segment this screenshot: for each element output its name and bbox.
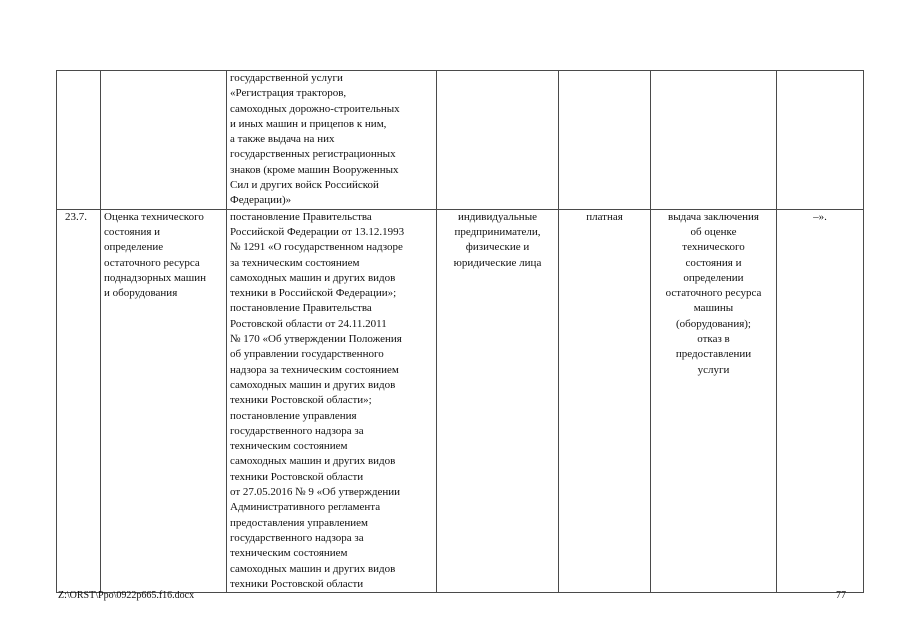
cell-text-line: знаков (кроме машин Вооруженных: [230, 163, 399, 176]
cell-text-line: самоходных машин и других видов: [230, 271, 396, 284]
cell-text-line: техническим состоянием: [230, 440, 348, 453]
cell-text-line: предоставлении: [675, 348, 752, 361]
cell-text-line: предоставления управлением: [230, 516, 369, 529]
cell-note: [777, 209, 864, 592]
cell-text-line: техники в Российской Федерации»;: [230, 287, 397, 300]
cell-text-line: остаточного ресурса: [665, 287, 762, 300]
cell-note: [777, 71, 864, 210]
cell-text-line: –».: [813, 210, 827, 223]
cell-text-line: государственного надзора за: [230, 424, 364, 437]
cell-payment: [559, 209, 651, 592]
cell-text-line: технического: [682, 241, 745, 254]
services-table: [56, 70, 864, 593]
cell-text-line: техники Ростовской области: [230, 470, 364, 483]
cell-text-line: № 1291 «О государственном надзоре: [230, 241, 403, 254]
cell-text-line: предприниматели,: [454, 225, 541, 238]
cell-recipients: [437, 209, 559, 592]
cell-text-line: Административного регламента: [230, 501, 381, 514]
cell-text-line: Федерации)»: [230, 194, 292, 207]
cell-text-line: самоходных дорожно-строительных: [230, 102, 400, 115]
cell-text-line: определение: [104, 241, 164, 254]
cell-text-line: техническим состоянием: [230, 547, 348, 560]
cell-text-line: и оборудования: [104, 287, 178, 300]
cell-text-line: № 170 «Об утверждении Положения: [230, 333, 402, 346]
cell-text-line: машины: [693, 302, 734, 315]
cell-text-line: надзора за техническим состоянием: [230, 363, 399, 376]
cell-text-line: самоходных машин и других видов: [230, 455, 396, 468]
cell-text-line: и иных машин и прицепов к ним,: [230, 117, 387, 130]
cell-text-line: за техническим состоянием: [230, 256, 360, 269]
cell-text-line: государственных регистрационных: [230, 148, 396, 161]
cell-text-line: определении: [683, 271, 744, 284]
cell-text-line: постановление Правительства: [230, 210, 372, 223]
cell-text-line: отказ в: [697, 333, 730, 346]
cell-text-line: состояния и: [685, 256, 742, 269]
cell-text-line: услуги: [697, 363, 730, 376]
cell-text-line: поднадзорных машин: [104, 271, 206, 284]
cell-text-line: самоходных машин и других видов: [230, 562, 396, 575]
cell-result: [651, 71, 777, 210]
cell-recipients: [437, 71, 559, 210]
cell-text-line: постановление управления: [230, 409, 357, 422]
cell-text-line: (оборудования);: [675, 317, 751, 330]
cell-text-line: техники Ростовской области»;: [230, 394, 372, 407]
cell-legal-basis: [227, 71, 437, 210]
page-number: 77: [836, 590, 846, 601]
table-row: [57, 71, 864, 210]
cell-text-line: «Регистрация тракторов,: [230, 87, 347, 100]
cell-text-line: остаточного ресурса: [104, 256, 200, 269]
cell-text-line: об оценке: [690, 225, 737, 238]
cell-payment: [559, 71, 651, 210]
cell-text-line: 23.7.: [65, 210, 87, 223]
table-row: [57, 209, 864, 592]
cell-text-line: индивидуальные: [458, 210, 537, 223]
cell-result: [651, 209, 777, 592]
cell-text-line: от 27.05.2016 № 9 «Об утверждении: [230, 486, 401, 499]
cell-text-line: состояния и: [104, 225, 161, 238]
cell-number: [57, 209, 101, 592]
cell-service-name: [101, 209, 227, 592]
cell-text-line: юридические лица: [453, 256, 542, 269]
cell-text-line: Российской Федерации от 13.12.1993: [230, 225, 405, 238]
cell-text-line: выдача заключения: [668, 210, 759, 223]
cell-text-line: физические и: [465, 241, 530, 254]
footer-file-path: Z:\ORST\Ppo\0922p665.f16.docx: [58, 590, 195, 601]
cell-number: [57, 71, 101, 210]
cell-service-name: [101, 71, 227, 210]
cell-text-line: государственного надзора за: [230, 531, 364, 544]
cell-text-line: платная: [586, 210, 623, 223]
cell-text-line: постановление Правительства: [230, 302, 372, 315]
cell-text-line: Сил и других войск Российской: [230, 179, 379, 192]
cell-text-line: об управлении государственного: [230, 348, 384, 361]
cell-text-line: Ростовской области от 24.11.2011: [230, 317, 387, 330]
cell-legal-basis: [227, 209, 437, 592]
cell-text-line: самоходных машин и других видов: [230, 378, 396, 391]
cell-text-line: а также выдача на них: [230, 133, 335, 146]
cell-text-line: государственной услуги: [230, 72, 343, 84]
cell-text-line: Оценка технического: [104, 210, 204, 223]
cell-text-line: техники Ростовской области: [230, 577, 364, 590]
